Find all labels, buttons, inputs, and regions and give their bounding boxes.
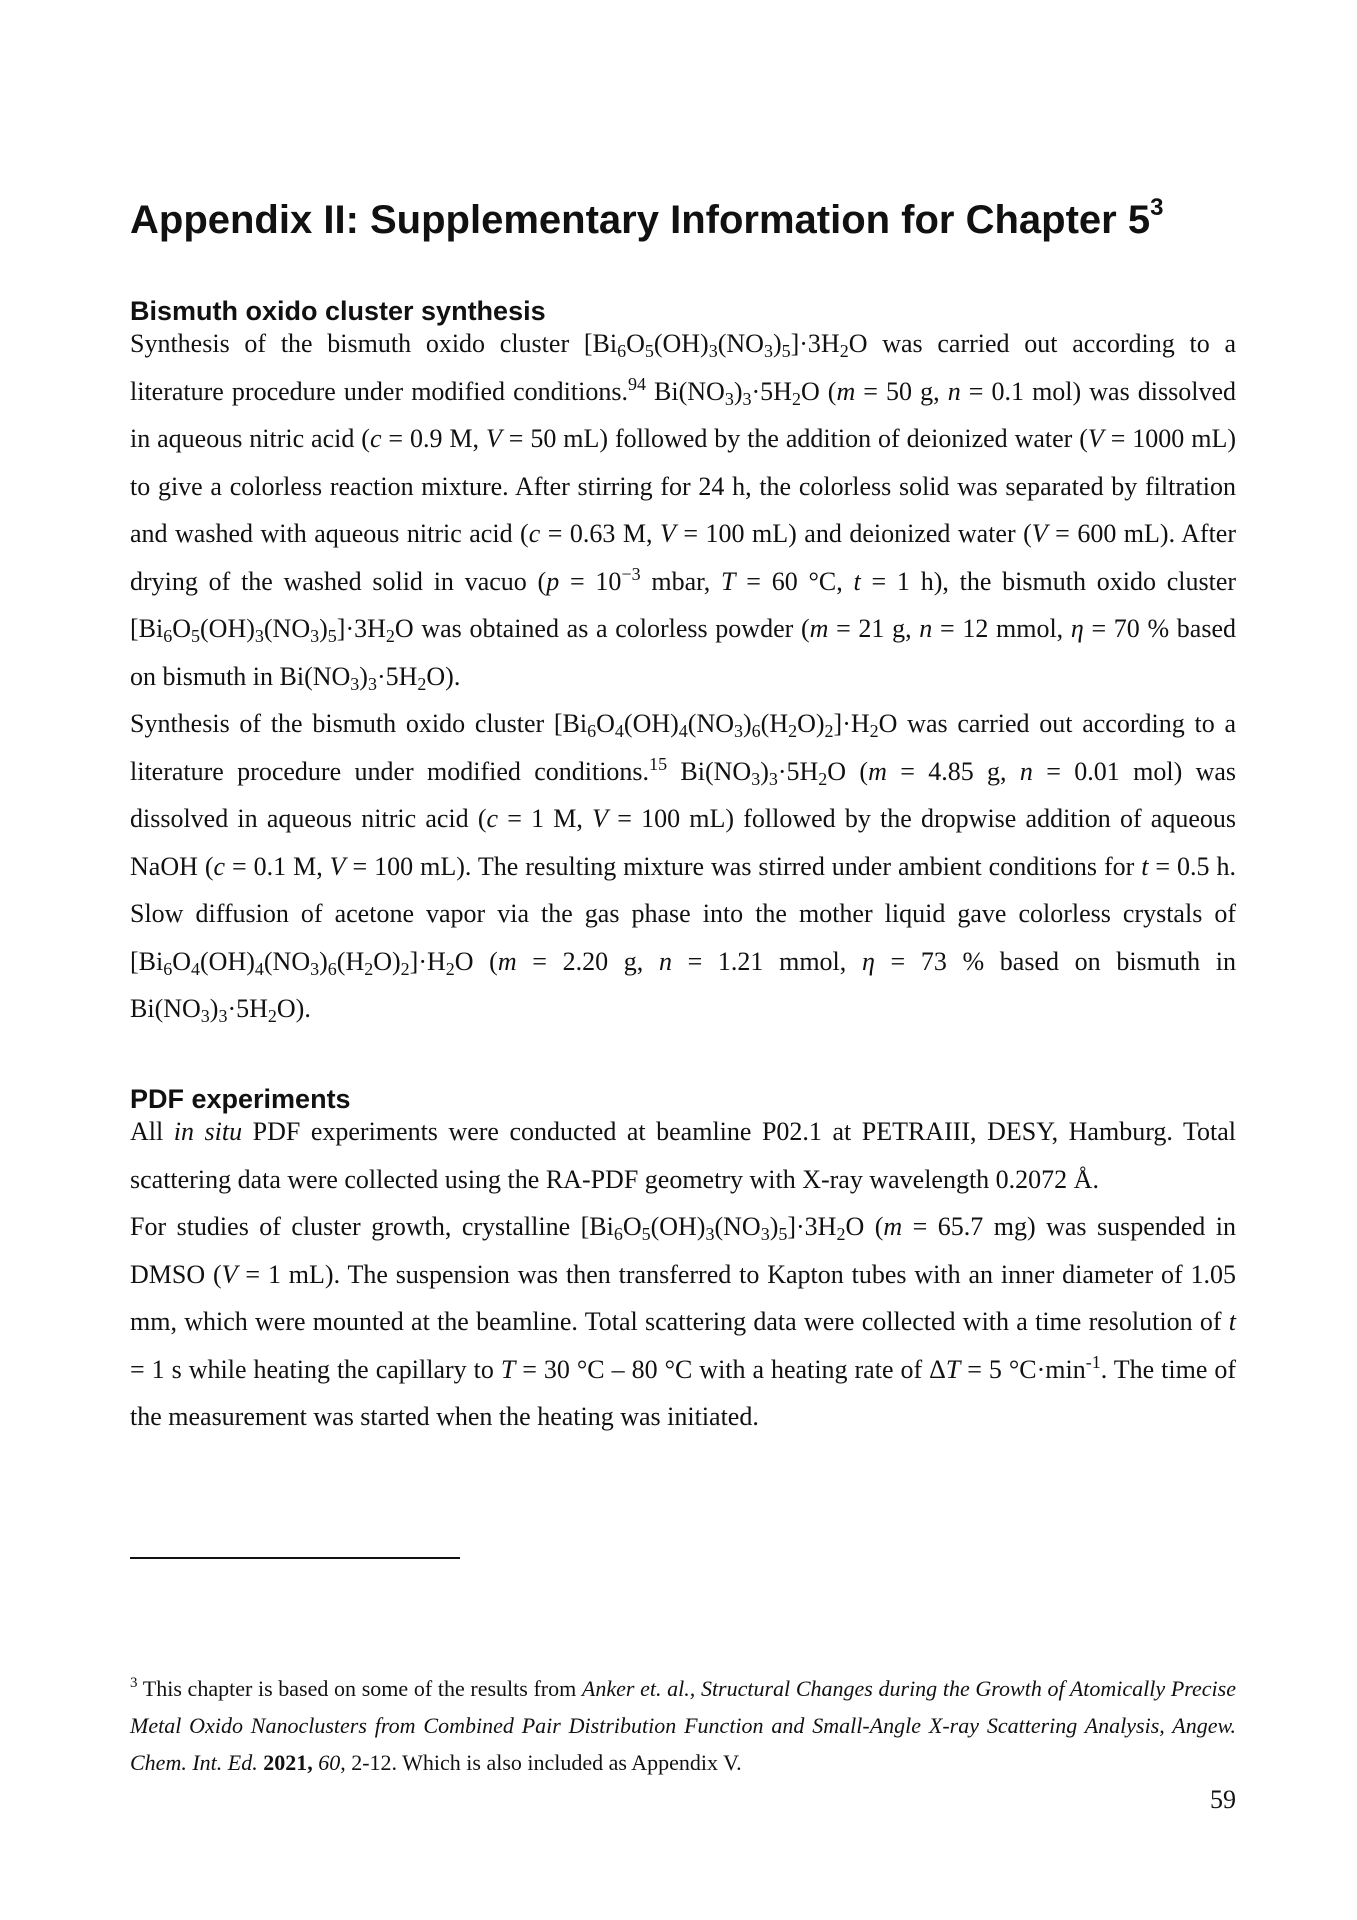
section-body-synthesis [130,320,1236,1033]
section-heading-synthesis: Bismuth oxido cluster synthesis [130,296,546,326]
section-body-pdf-experiments [130,1108,1236,1441]
citation-ref: 94 [627,373,646,394]
paragraph-pdf-2: For studies of cluster growth, crystalline $[Bi_6O_5(OH)_3(NO_3)_5]\cdot 3H_2O$ (m = 65.7 mg) was suspended in DMSO (V = 1 mL). The suspension was then transferred to Kapton tubes with an inner diameter of 1.05 mm, which were mounted at the beamline. Total scattering data were collected with a time resolution of t = 1 s while heating the capillary to T = 30 °C – 80 °C with a heating rate of ΔT = 5 $^\circ C\cdot\min^{-1}$. The time of the measurement was started when the heating was initiated. [130,1212,1237,1431]
footnote-mark: 3 [130,1675,138,1691]
footnote: $^3$ This chapter is based on some of the results from Anker et. al., Structural Changes during the Growth of Atomically Precise Metal Oxido Nanoclusters from Combined Pair Distribution Function and Small-Angle X-ray Scattering Analysis, Angew. Chem. Int. Ed. 2021, 60, 2-12. Which is also included as Appendix V. [130,1675,1236,1775]
section-heading-pdf-experiments: PDF experiments [130,1084,351,1114]
footnote-citation: Anker et. al., Structural Changes during the Growth of Atomically Precise Metal Oxido Nanoclusters from Combined Pair Distribution Function and Small-Angle X-ray Scattering Analysis, Angew. Chem. Int. Ed. [130,1676,1236,1775]
paragraph-pdf-1: All in situ PDF experiments were conducted at beamline P02.1 at PETRAIII, DESY, Hamburg. Total scattering data were collected using the RA-PDF geometry with X-ray wavelength 0.2072 Å. [130,1117,1237,1194]
page-title: Appendix II: Supplementary Information for Chapter $5^3$ [130,194,1164,242]
footnote-divider [130,1557,460,1559]
paragraph-synthesis-2: Synthesis of the bismuth oxido cluster $[Bi_6O_4(OH)_4(NO_3)_6(H_2O)_2]\cdot H_2O$ was carried out according to a literature procedure under modified conditions.$^{15}$ $Bi(NO_3)_3\cdot 5H_2O$ (m = 4.85 g, n = 0.01 mol) was dissolved in aqueous nitric acid (c = 1 M, V = 100 mL) followed by the dropwise addition of aqueous NaOH (c = 0.1 M, V = 100 mL). The resulting mixture was stirred under ambient conditions for t = 0.5 h. Slow diffusion of acetone vapor via the gas phase into the mother liquid gave colorless crystals of $[Bi_6O_4(OH)_4(NO_3)_6(H_2O)_2]\cdot H_2O$ (m = 2.20 g, n = 1.21 mmol, η = 73 % based on bismuth in $Bi(NO_3)_3\cdot 5H_2O$). [130,709,1237,1026]
paragraph-synthesis-1: Synthesis of the bismuth oxido cluster $[Bi_6O_5(OH)_3(NO_3)_5]\cdot 3H_2O$ was carried out according to a literature procedure under modified conditions.$^{94}$ $Bi(NO_3)_3\cdot 5H_2O$ (m = 50 g, n = 0.1 mol) was dissolved in aqueous nitric acid (c = 0.9 M, V = 50 mL) followed by the addition of deionized water (V = 1000 mL) to give a colorless reaction mixture. After stirring for 24 h, the colorless solid was separated by filtration and washed with aqueous nitric acid (c = 0.63 M, V = 100 mL) and deionized water (V = 600 mL). After drying of the washed solid in vacuo ($p = 10^{-3}$ mbar, T = 60 °C, t = 1 h), the bismuth oxido cluster $[Bi_6O_5(OH)_3(NO_3)_5]\cdot 3H_2O$ was obtained as a colorless powder (m = 21 g, n = 12 mmol, η = 70 % based on bismuth in $Bi(NO_3)_3\cdot 5H_2O$). [130,329,1237,694]
page-number: 59 [1210,1785,1236,1814]
title-footnote-mark: 3 [1150,194,1164,221]
citation-ref: 15 [649,753,668,774]
